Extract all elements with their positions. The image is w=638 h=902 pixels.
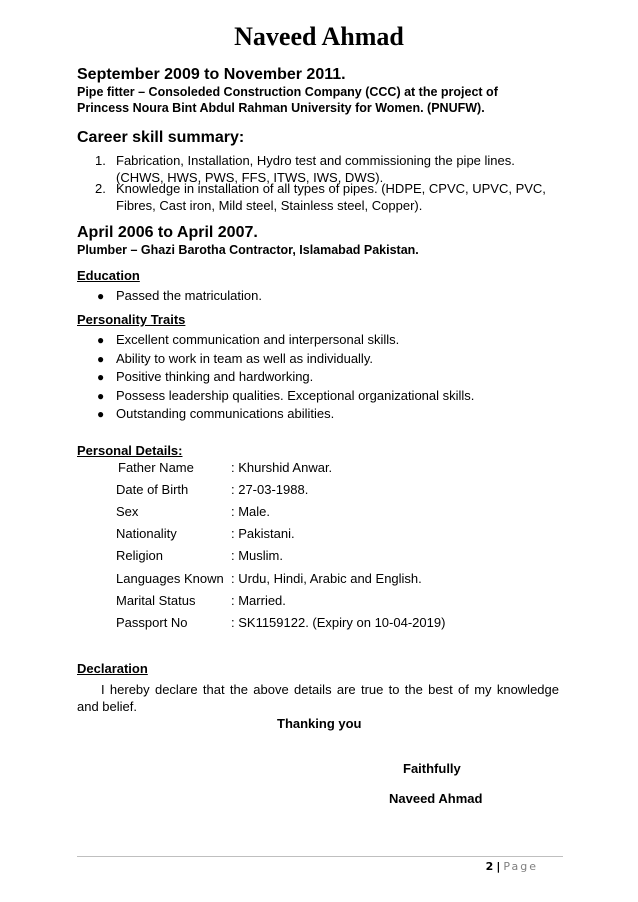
detail-label: Marital Status	[116, 593, 196, 608]
resume-name: Naveed Ahmad	[234, 22, 404, 51]
detail-label: Passport No	[116, 615, 188, 630]
job2-period: April 2006 to April 2007.	[77, 224, 258, 241]
personality-heading: Personality Traits	[77, 312, 186, 327]
detail-label: Languages Known	[116, 571, 224, 586]
detail-label: Religion	[116, 548, 163, 563]
list-text: Positive thinking and hardworking.	[116, 369, 314, 384]
thanking-text: Thanking you	[277, 716, 362, 731]
list-text: Knowledge in installation of all types of pipes. (HDPE, CPVC, UPVC, PVC,	[116, 181, 546, 196]
list-text: Ability to work in team as well as individually.	[116, 351, 373, 366]
detail-value: : 27-03-1988.	[231, 482, 309, 497]
detail-label: Date of Birth	[116, 482, 189, 497]
education-heading: Education	[77, 268, 140, 283]
job2-role: Plumber – Ghazi Barotha Contractor, Islamabad Pakistan.	[77, 243, 419, 257]
bullet-icon: ●	[97, 289, 105, 303]
bullet-icon: ●	[97, 333, 105, 347]
job1-role-line2: Princess Noura Bint Abdul Rahman University for Women. (PNUFW).	[77, 101, 485, 115]
detail-value: : Urdu, Hindi, Arabic and English.	[231, 571, 422, 586]
page-number: 2	[485, 860, 494, 873]
list-number: 1.	[95, 153, 106, 168]
bullet-icon: ●	[97, 407, 105, 421]
detail-value: : Pakistani.	[231, 526, 295, 541]
closing-text: Faithfully	[403, 761, 461, 776]
bullet-icon: ●	[97, 389, 105, 403]
declaration-heading: Declaration	[77, 661, 148, 676]
list-text: Fabrication, Installation, Hydro test and commissioning the pipe lines.	[116, 153, 515, 168]
detail-value: : Male.	[231, 504, 271, 519]
signature-name: Naveed Ahmad	[389, 791, 483, 806]
detail-value: : Khurshid Anwar.	[231, 460, 333, 475]
page-footer	[0, 860, 538, 873]
page-label: Page	[503, 860, 538, 873]
list-text: Outstanding communications abilities.	[116, 406, 335, 421]
footer-separator: |	[496, 860, 501, 873]
list-text: (CHWS, HWS, PWS, FFS, ITWS, IWS, DWS).	[116, 170, 384, 185]
detail-value: : Muslim.	[231, 548, 283, 563]
list-number: 2.	[95, 181, 106, 196]
detail-label: Sex	[116, 504, 139, 519]
detail-value: : SK1159122. (Expiry on 10-04-2019)	[231, 615, 446, 630]
list-text: Excellent communication and interpersonal skills.	[116, 332, 400, 347]
footer-divider	[77, 856, 563, 857]
bullet-icon: ●	[97, 352, 105, 366]
bullet-icon: ●	[97, 370, 105, 384]
job1-role-line1: Pipe fitter – Consoleded Construction Company (CCC) at the project of	[77, 85, 498, 99]
job1-period: September 2009 to November 2011.	[77, 66, 346, 83]
career-summary-heading: Career skill summary:	[77, 129, 245, 146]
personal-details-heading: Personal Details:	[77, 443, 183, 458]
declaration-text: I hereby declare that the above details are true to the best of my knowledge and belief.	[77, 682, 559, 714]
detail-value: : Married.	[231, 593, 286, 608]
list-text: Fibres, Cast iron, Mild steel, Stainless steel, Copper).	[116, 198, 423, 213]
detail-label: Father Name	[118, 460, 194, 475]
list-text: Possess leadership qualities. Exceptional organizational skills.	[116, 388, 475, 403]
list-text: Passed the matriculation.	[116, 288, 262, 303]
detail-label: Nationality	[116, 526, 177, 541]
